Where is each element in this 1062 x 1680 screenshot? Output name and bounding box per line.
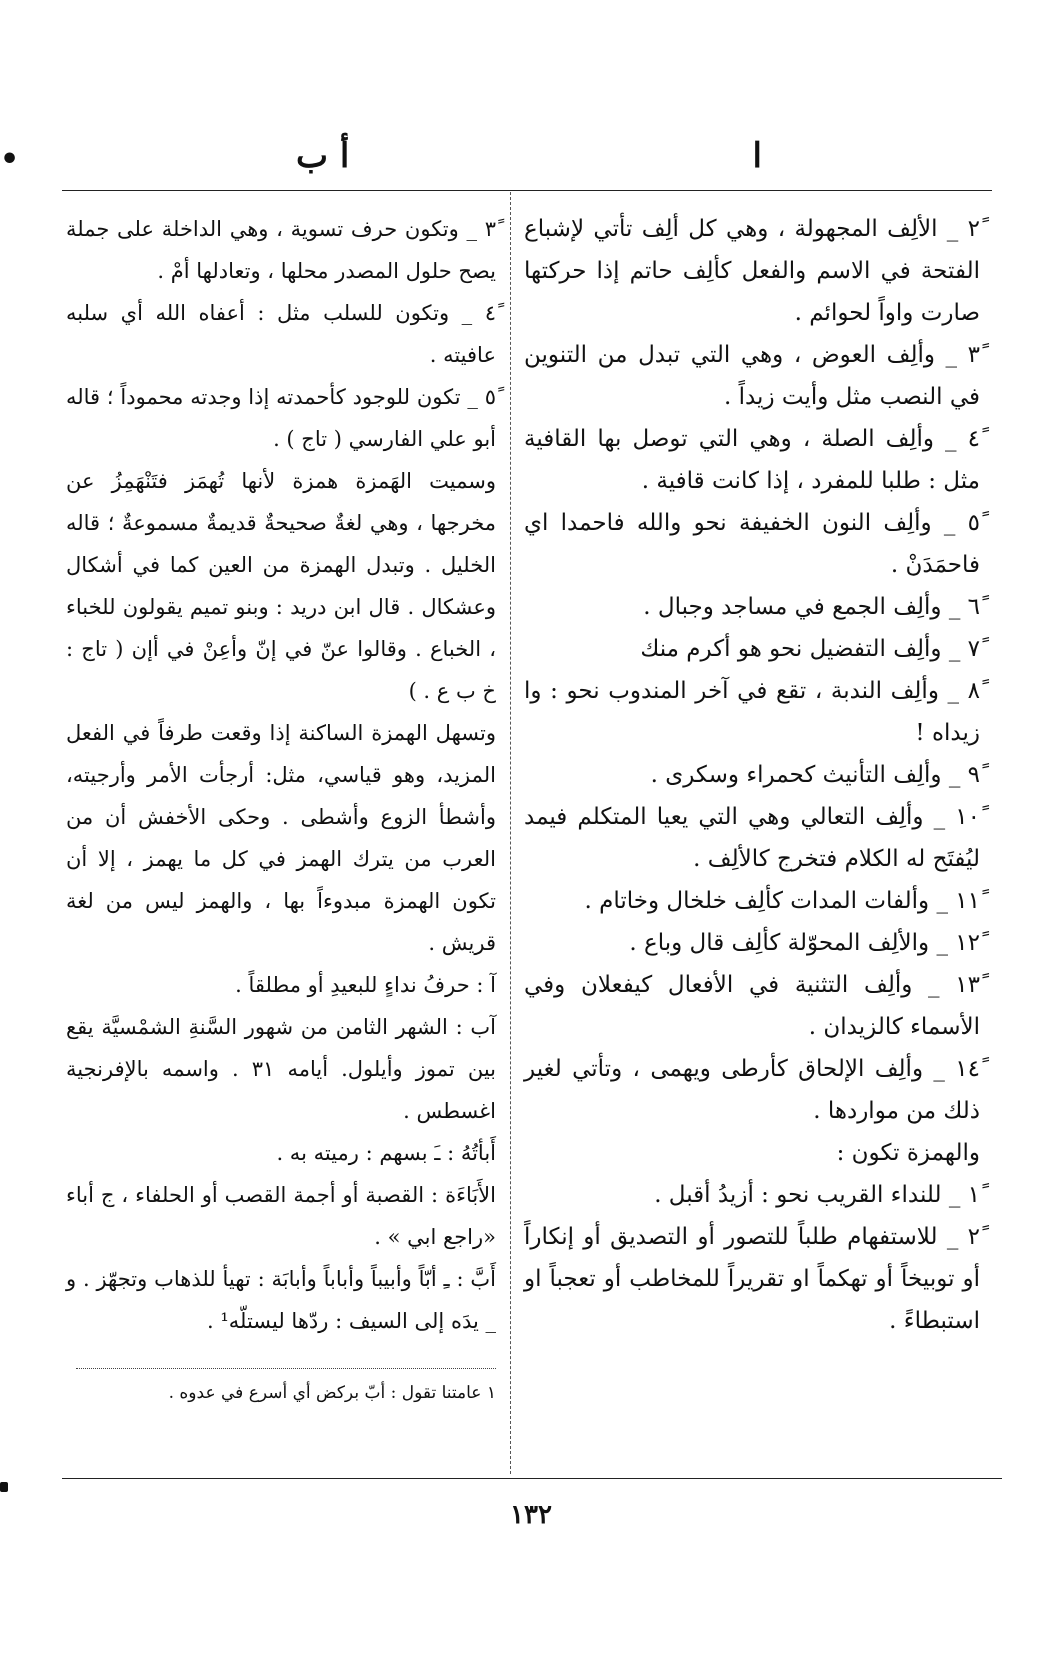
page-header-letters: أ ب (296, 136, 350, 176)
right-column (524, 208, 980, 1342)
footnote-rule (76, 1368, 496, 1369)
paragraph: ٤ً _ وألِف الصلة ، وهي التي توصل بها القافية مثل : طلبا للمفرد ، إذا كانت قافية . (524, 426, 980, 494)
paragraph: أَبَّ : ـِ أبّاً وأبيباً وأباباً وأبابَة : تهيأ للذهاب وتجهّز . و _ يدَه إلى السيف : ردّها ليستلّه¹ . (66, 1267, 496, 1333)
paragraph: ١٤ً _ وألِف الإلحاق كأرطى ويهمى ، وتأتي لغير ذلك من مواردها . (524, 1056, 980, 1124)
paragraph: ١٠ً _ وألِف التعالي وهي التي يعيا المتكلم فيمد ليُفتَح له الكلام فتخرج كالألِف . (524, 804, 980, 872)
paragraph: ٣ً _ وتكون حرف تسوية ، وهي الداخلة على جملة يصح حلول المصدر محلها ، وتعادلها أمْ . (66, 217, 496, 283)
paragraph: ٦ً _ وألِف الجمع في مساجد وجبال . (643, 594, 980, 620)
footer-rule (62, 1478, 1002, 1479)
paragraph: الأَبَاءَة : القصبة أو أجمة القصب أو الحلفاء ، ج أباء «راجع ابي » . (66, 1183, 496, 1249)
header-rule (62, 190, 992, 191)
paragraph: أَبأتُهُ : ـَ بسهم : رميته به . (276, 1141, 496, 1165)
paragraph: ١٣ً _ وألِف التثنية في الأفعال كيفعلان وفي الأسماء كالزيدان . (524, 972, 980, 1040)
binding-mark: • (0, 142, 20, 177)
paragraph: وسميت الهَمزة همزة لأنها تُهمَز فتَنْهَمِزُ عن مخرجها ، وهي لغةٌ صحيحةٌ قديمةٌ مسموعةٌ ؛ قاله الخليل . وتبدل الهمزة من العين كما في أشكال وعشكال . قال ابن دريد : وبنو تميم يقولون للخباء ، الخباع . وقالوا عنّ في إنّ وأعِنْ في أإن ( تاج : خ ب ع . ) (66, 469, 496, 703)
paragraph: ١١ً _ وألفات المدات كألِف خلخال وخاتام . (584, 888, 980, 914)
paragraph: ٨ً _ وألِف الندبة ، تقع في آخر المندوب نحو : وا زيداه ! (524, 678, 980, 746)
left-column (66, 208, 496, 1342)
paragraph: ٥ً _ وألِف النون الخفيفة نحو والله فاحمدا اي فاحمَدَنْ . (524, 510, 980, 578)
paragraph: والهمزة تكون : (836, 1140, 980, 1166)
paragraph: ٧ً _ وألِف التفضيل نحو هو أكرم منك (640, 636, 980, 662)
paragraph: آب : الشهر الثامن من شهور السَّنةِ الشمْسيَّة يقع بين تموز وأيلول. أيامه ٣١ . واسمه بالإفرنجية اغسطس . (66, 1015, 497, 1123)
paragraph: ٢ً _ الألِف المجهولة ، وهي كل ألِف تأتي لإشباع الفتحة في الاسم والفعل كألِف حاتم إذا حركتها صارت واواً لحوائم . (524, 216, 980, 326)
page-header-letter: ا (752, 136, 762, 176)
paragraph: ٣ً _ وألِف العوض ، وهي التي تبدل من التنوين في النصب مثل وأيت زيداً . (524, 342, 980, 410)
paragraph: وتسهل الهمزة الساكنة إذا وقعت طرفاً في الفعل المزيد، وهو قياسي، مثل: أرجأت الأمر وأرجيته، وأشطأ الزوع وأشطى . وحكى الأخفش أن من العرب من يترك الهمز في كل ما يهمز ، إلا أن تكون الهمزة مبدوءاً بها ، والهمز ليس من لغة قريش . (66, 721, 496, 955)
paragraph: ١٢ً _ والألِف المحوّلة كألِف قال وباع . (629, 930, 980, 956)
paragraph: ٥ً _ تكون للوجود كأحمدته إذا وجدته محموداً ؛ قاله أبو علي الفارسي ( تاج ) . (66, 385, 496, 451)
paragraph: ٢ً _ للاستفهام طلباً للتصور أو التصديق أو إنكاراً أو توبيخاً أو تهكماً او تقريراً للمخاطب أو تعجباً او استبطاءً . (524, 1224, 980, 1334)
paragraph: ٩ً _ وألِف التأنيث كحمراء وسكرى . (650, 762, 980, 788)
paragraph: آ : حرفُ نداءٍ للبعيدِ أو مطلقاً . (235, 973, 496, 997)
edge-mark (0, 1482, 8, 1492)
paragraph: ٤ً _ وتكون للسلب مثل : أعفاه الله أي سلبه عافيته . (66, 301, 496, 367)
page-number: ١٣٢ (510, 1500, 552, 1530)
footnote: ١ عامتنا تقول : أبّ بركض أي أسرع في عدوه . (168, 1383, 496, 1403)
paragraph: ١ً _ للنداء القريب نحو : أزيدُ أقبل . (654, 1182, 980, 1208)
column-divider (510, 192, 511, 1474)
